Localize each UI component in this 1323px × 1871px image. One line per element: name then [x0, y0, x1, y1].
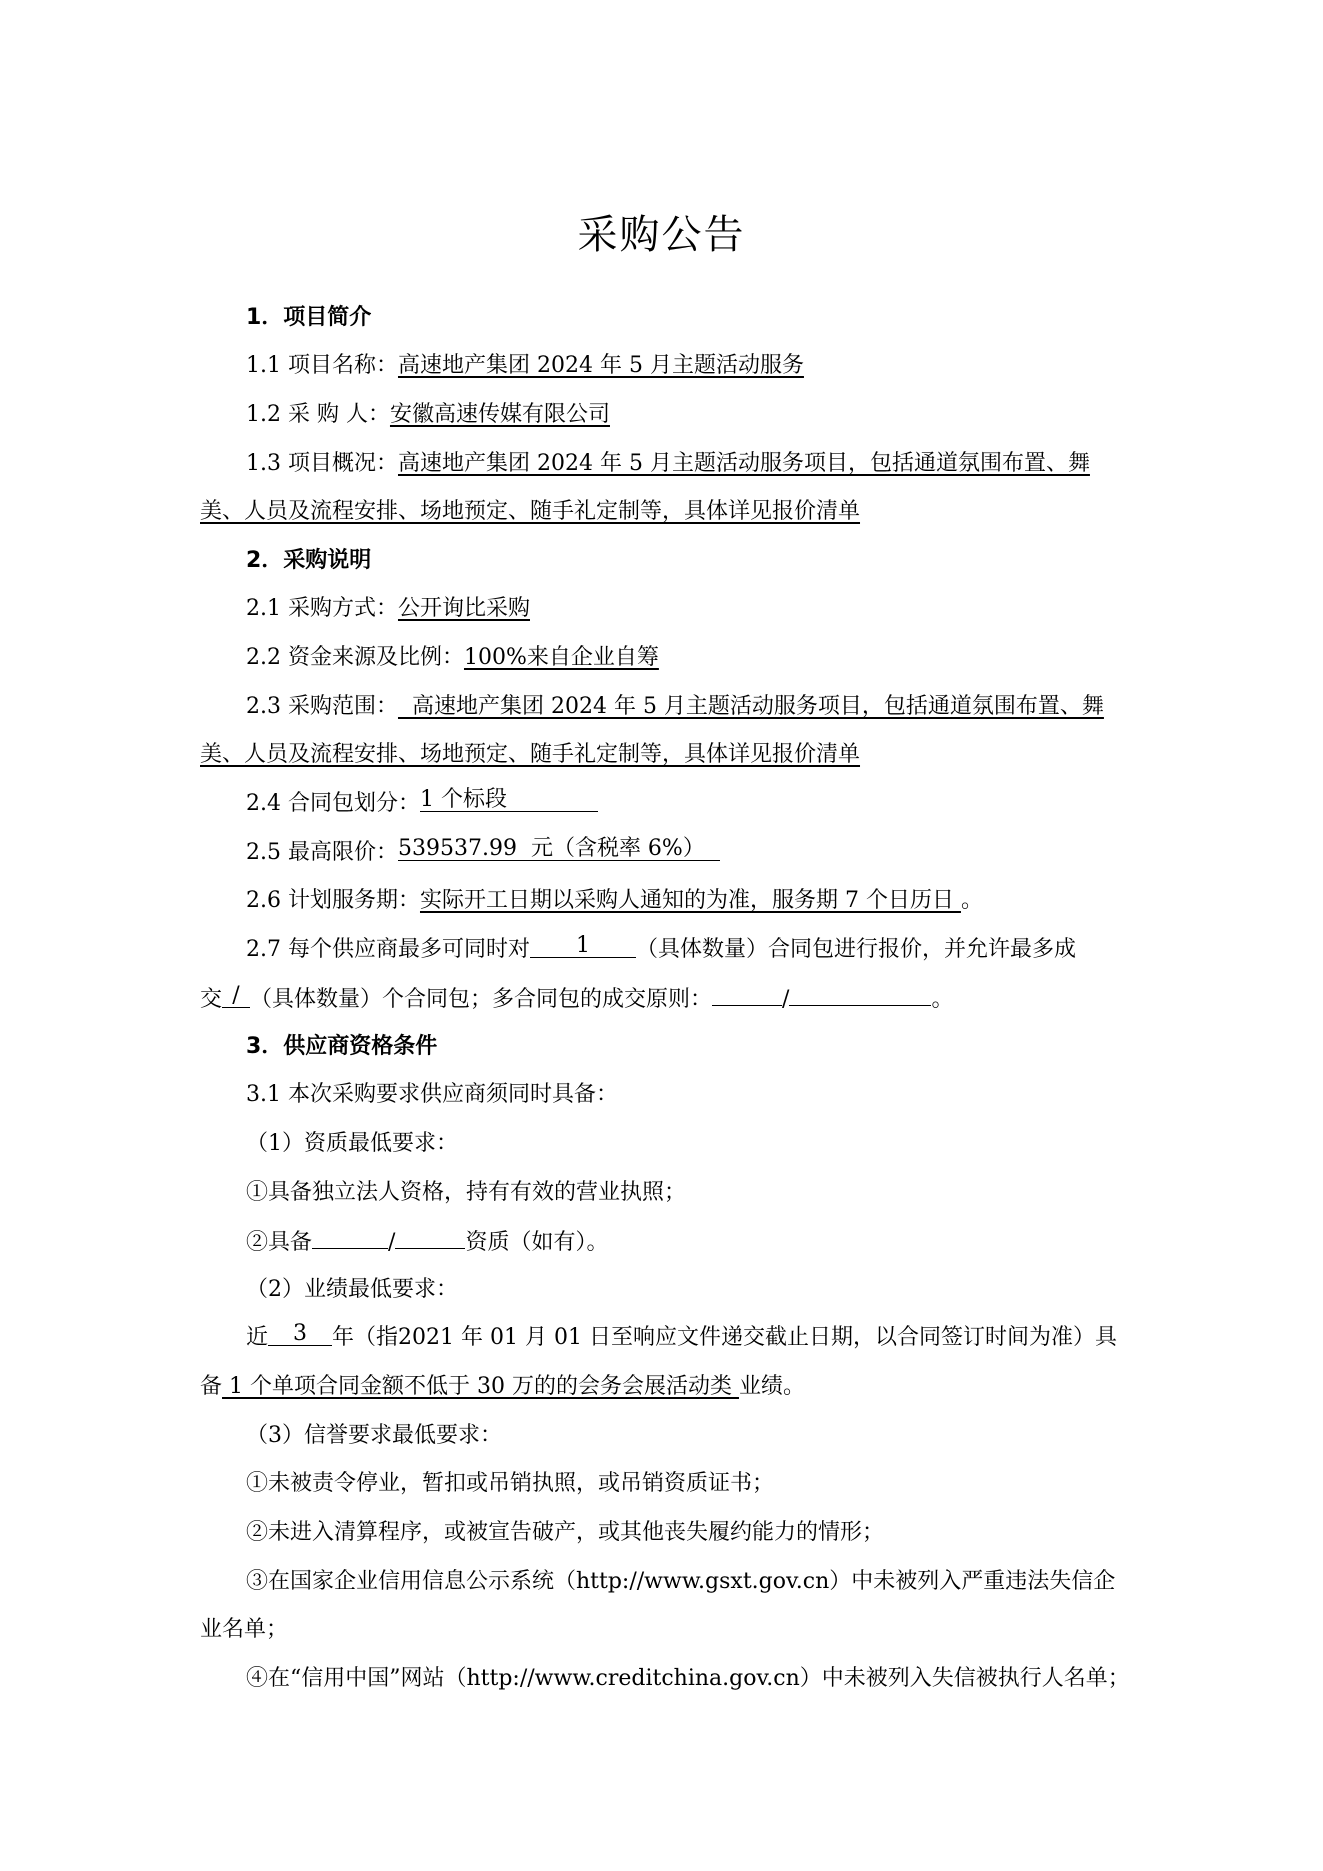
service-period-line: [246, 886, 1130, 916]
procurement-scope-line: [246, 692, 1130, 722]
performance-text-b: 年（指2021 年 01 月 01 日至响应文件递交截止日期，以合同签订时间为准）具: [332, 1325, 1117, 1350]
performance-line-2: [200, 1372, 1130, 1402]
award-limit-line: [200, 983, 1130, 1015]
max-price-line: [246, 838, 1130, 868]
award-limit-end: 。: [931, 987, 954, 1012]
quote-count-field: [530, 935, 636, 958]
project-name-label: 1.1 项目名称：: [246, 353, 398, 378]
project-overview-line: [246, 449, 1130, 479]
award-count-value: /: [232, 983, 240, 1008]
credit-item-3: ③在国家企业信用信息公示系统（http://www.gsxt.gov.cn）中未被列入严重违法失信企: [246, 1569, 1116, 1594]
qualification-slash: /: [388, 1230, 396, 1255]
performance-line-1: [246, 1323, 1130, 1353]
credit-heading: （3）信誉要求最低要求：: [246, 1423, 502, 1448]
credit-item-3-cont: 业名单；: [200, 1617, 289, 1642]
project-overview-cont: [200, 497, 1130, 527]
project-overview-value-cont: 美、人员及流程安排、场地预定、随手礼定制等，具体详见报价清单: [200, 499, 861, 524]
service-period-end: 。: [960, 888, 983, 913]
max-price-label: 2.5 最高限价：: [246, 840, 398, 865]
procurement-scope-value: 高速地产集团 2024 年 5 月主题活动服务项目，包括通道氛围布置、舞: [397, 694, 1104, 719]
service-period-label: 2.6 计划服务期：: [246, 888, 420, 913]
contract-package-value: 1 个标段: [419, 787, 507, 812]
credit-item-1: ①未被责令停业，暂扣或吊销执照，或吊销资质证书；: [246, 1471, 775, 1496]
credit-item-2: ②未进入清算程序，或被宣告破产，或其他丧失履约能力的情形；: [246, 1520, 885, 1545]
quote-limit-text-b: （具体数量）合同包进行报价，并允许最多成: [635, 937, 1076, 962]
award-rule-field-b: [789, 983, 931, 1006]
section-1-heading: 1．项目简介: [246, 305, 372, 330]
award-rule-field-a: [712, 983, 782, 1006]
procurement-method-value: 公开询比采购: [397, 596, 530, 621]
section-3-heading: 3．供应商资格条件: [246, 1034, 438, 1059]
award-rule-slash: /: [782, 987, 790, 1012]
performance-text-c: 备: [200, 1374, 223, 1399]
purchaser-value: 安徽高速传媒有限公司: [389, 402, 610, 427]
performance-heading: （2）业绩最低要求：: [246, 1277, 458, 1302]
project-overview-label: 1.3 项目概况：: [246, 451, 398, 476]
quote-count-value: 1: [575, 933, 590, 958]
procurement-scope-label: 2.3 采购范围：: [246, 694, 398, 719]
qualification-field-a: [312, 1226, 388, 1249]
purchaser-line: [246, 400, 1130, 430]
quote-limit-text-a: 2.7 每个供应商最多可同时对: [246, 937, 530, 962]
qualification-item-2-text-a: ②具备: [246, 1230, 313, 1255]
award-limit-text-c: 交: [200, 987, 223, 1012]
project-overview-value: 高速地产集团 2024 年 5 月主题活动服务项目，包括通道氛围布置、舞: [397, 451, 1090, 476]
qualification-item-2: [246, 1226, 1130, 1258]
procurement-method-label: 2.1 采购方式：: [246, 596, 398, 621]
procurement-method-line: [246, 594, 1130, 624]
purchaser-label: 1.2 采 购 人：: [246, 402, 390, 427]
performance-years-field: [268, 1323, 332, 1346]
max-price-value-field: [398, 838, 720, 861]
fund-source-line: [246, 643, 1130, 673]
award-count-field: [222, 985, 250, 1008]
contract-package-label: 2.4 合同包划分：: [246, 791, 420, 816]
award-limit-text-d: （具体数量）个合同包；多合同包的成交原则：: [250, 987, 713, 1012]
procurement-scope-cont: [200, 740, 1130, 770]
qualification-item-1: ①具备独立法人资格，持有有效的营业执照；: [246, 1180, 687, 1205]
max-price-value: 539537.99 元（含税率 6%）: [397, 836, 705, 861]
page-title: 采购公告: [577, 212, 746, 258]
contract-package-value-field: [420, 789, 598, 812]
project-name-value: 高速地产集团 2024 年 5 月主题活动服务: [397, 353, 804, 378]
procurement-scope-value-cont: 美、人员及流程安排、场地预定、随手礼定制等，具体详见报价清单: [200, 742, 861, 767]
fund-source-value: 100%来自企业自筹: [463, 645, 659, 670]
performance-value: 1 个单项合同金额不低于 30 万的的会务会展活动类: [222, 1374, 739, 1399]
credit-item-4: ④在“信用中国”网站（http://www.creditchina.gov.cn）中未被列入失信被执行人名单；: [246, 1666, 1130, 1691]
performance-years-value: 3: [293, 1321, 308, 1346]
contract-package-line: [246, 789, 1130, 819]
service-period-value: 实际开工日期以采购人通知的为准，服务期 7 个日历日: [419, 888, 961, 913]
performance-text-a: 近: [246, 1325, 269, 1350]
qualification-heading: （1）资质最低要求：: [246, 1131, 458, 1156]
quote-limit-line: [246, 935, 1130, 965]
fund-source-label: 2.2 资金来源及比例：: [246, 645, 464, 670]
project-name-line: [246, 351, 1130, 381]
section-2-heading: 2．采购说明: [246, 548, 372, 573]
qualification-field-b: [395, 1226, 465, 1249]
qualification-item-2-text-b: 资质（如有）。: [465, 1230, 609, 1255]
requirements-intro: 3.1 本次采购要求供应商须同时具备：: [246, 1082, 618, 1107]
performance-text-d: 业绩。: [738, 1374, 805, 1399]
